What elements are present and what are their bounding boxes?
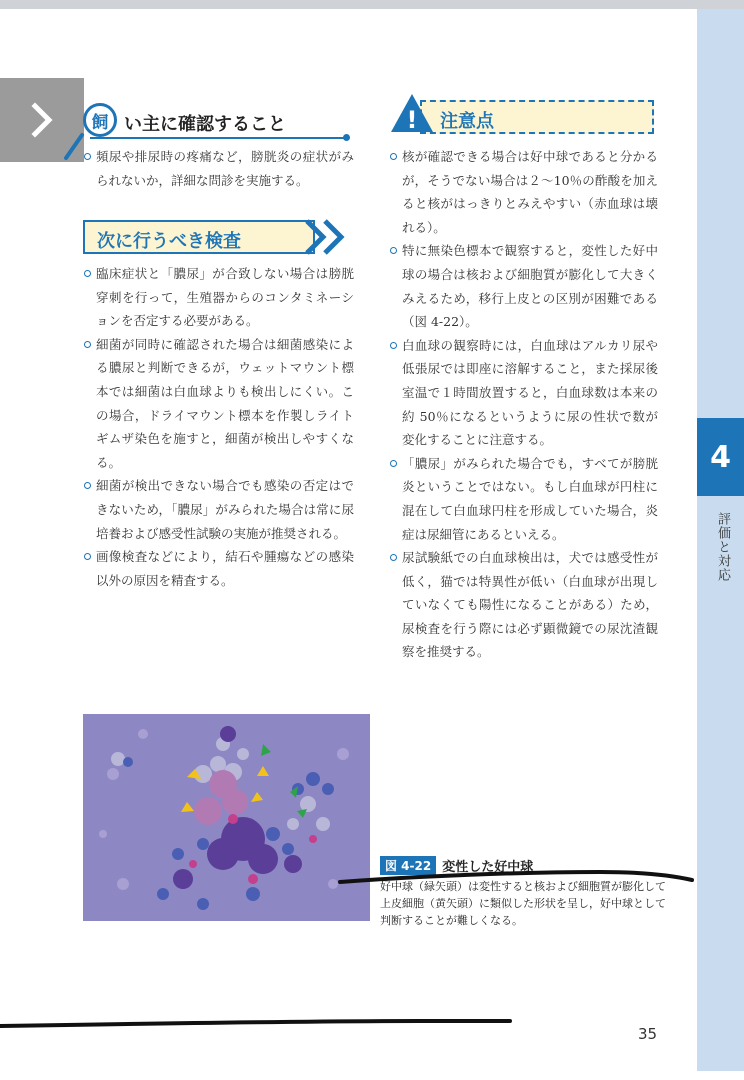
list-item: 「膿尿」がみられた場合でも，すべてが膀胱炎ということではない。もし白血球が円柱に混在して白血球円柱を形成していた場合，炎症は尿細管にあるといえる。: [390, 452, 658, 546]
micrograph-image: [83, 714, 370, 921]
main-check-underline: [90, 137, 346, 139]
list-item: 頻尿や排尿時の疼痛など，膀胱炎の症状がみられないか，詳細な問診を実施する。: [84, 145, 354, 192]
notes-list: [390, 145, 658, 664]
list-item: 細菌が検出できない場合でも感染の否定はできないため，「膿尿」がみられた場合は常に尿培養および感受性試験の実施が推奨される。: [84, 474, 354, 545]
underline-end-dot: [343, 134, 350, 141]
main-check-list: [84, 145, 354, 192]
list-item: 特に無染色標本で観察すると，変性した好中球の場合は核および細胞質が膨化して大きくみえるため，移行上皮との区別が困難である（図 4-22）。: [390, 239, 658, 333]
next-exam-title: 次に行うべき検査: [97, 231, 241, 252]
figure-label: [380, 856, 533, 875]
warning-mark: !: [406, 106, 418, 134]
next-exam-list: [84, 262, 354, 592]
main-check-ring-char: 飼: [91, 112, 109, 133]
list-item: 細菌が同時に確認された場合は細菌感染による膿尿と判断できるが，ウェットマウント標本では細菌は白血球よりも検出しにくい。この場合，ドライマウント標本を作製しライトギムザ染色を施すと，細菌が検出しやすくなる。: [84, 333, 354, 475]
chapter-title: 評価と対応: [715, 512, 730, 582]
figure-number: 図 4-22: [380, 856, 436, 875]
list-item: 画像検査などにより，結石や腫瘍などの感染以外の原因を精査する。: [84, 545, 354, 592]
warning-triangle-icon: [389, 92, 435, 134]
figure-caption: 好中球（緑矢頭）は変性すると核および細胞質が膨化して上皮細胞（黄矢頭）に類似した形状を呈し，好中球として判断することが難しくなる。: [380, 880, 666, 927]
main-check-ring-icon: [83, 103, 117, 137]
chapter-number-tab[interactable]: 4: [697, 418, 744, 496]
list-item: 尿試験紙での白血球検出は，犬では感受性が低く，猫では特異性が低い（白血球が出現していなくても陽性になることがある）ため，尿検査を行う際には必ず顕微鏡での尿沈渣観察を推奨する。: [390, 546, 658, 664]
magnifier-icon: [62, 132, 86, 162]
chevron-right-icon: [27, 100, 57, 140]
page-number: 35: [638, 1025, 658, 1043]
list-item: 臨床症状と「膿尿」が合致しない場合は膀胱穿刺を行って，生殖器からのコンタミネーションを否定する必要がある。: [84, 262, 354, 333]
notes-heading: [420, 100, 654, 134]
list-item: 核が確認できる場合は好中球であると分かるが，そうでない場合は２～10％の酢酸を加えると核がはっきりとみえやすい（赤血球は壊れる）。: [390, 145, 658, 239]
main-check-title: い主に確認すること: [124, 114, 286, 135]
list-item: 白血球の観察時には，白血球はアルカリ尿や低張尿では即座に溶解すること，また採尿後室温で１時間放置すると，白血球数は本来の約 50％になるというように尿の性状で数が変化することに注意する。: [390, 334, 658, 452]
notes-title: 注意点: [440, 111, 494, 132]
figure-title: 変性した好中球: [442, 860, 534, 875]
next-exam-heading: [83, 220, 315, 254]
top-bar: [0, 0, 744, 9]
double-chevron-icon: [303, 218, 351, 256]
